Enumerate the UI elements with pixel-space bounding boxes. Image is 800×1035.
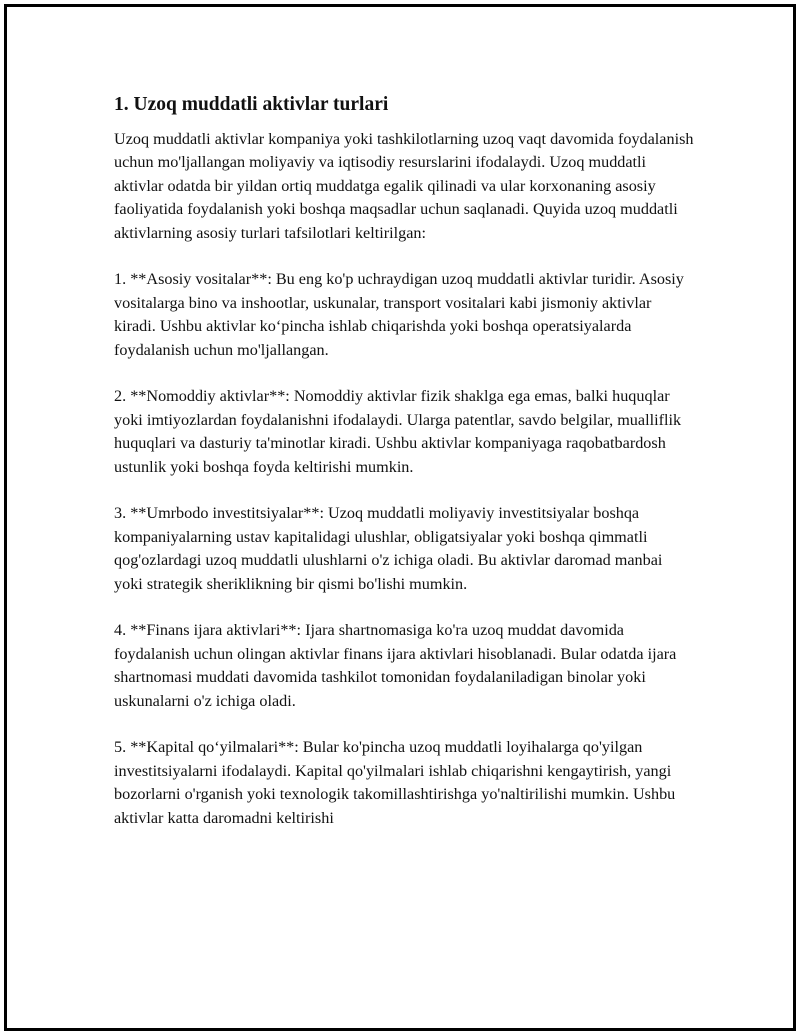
- list-item-kapital-qoyilmalari: 5. **Kapital qo‘yilmalari**: Bular ko'pincha uzoq muddatli loyihalarga qo'yilgan investitsiyalarni ifodalaydi. Kapital qo'yilmalari ishlab chiqarishni kengaytirish, yangi bozorlarni o'rganish yoki texnologik takomillashtirishga yo'naltirilishi mumkin. Ushbu aktivlar katta daromadni keltirishi: [114, 738, 676, 827]
- section-heading: 1. Uzoq muddatli aktivlar turlari: [114, 94, 389, 115]
- document-body: [114, 92, 694, 854]
- list-item-asosiy-vositalar: 1. **Asosiy vositalar**: Bu eng ko'p uchraydigan uzoq muddatli aktivlar turidir. Asosiy vositalarga bino va inshootlar, uskunalar, transport vositalari kabi jismoniy aktivlar kiradi. Ushbu aktivlar ko‘pincha ishlab chiqarishda yoki boshqa operatsiyalarda foydalanish uchun mo'ljallangan.: [114, 270, 684, 359]
- list-item-finans-ijara-aktivlari: 4. **Finans ijara aktivlari**: Ijara shartnomasiga ko'ra uzoq muddat davomida foydalanish uchun olingan aktivlar finans ijara aktivlari hisoblanadi. Bular odatda ijara shartnomasi muddati davomida tashkilot tomonidan foydalaniladigan binolar yoki uskunalarni o'z ichiga oladi.: [114, 621, 677, 710]
- list-item-umrbodo-investitsiyalar: 3. **Umrbodo investitsiyalar**: Uzoq muddatli moliyaviy investitsiyalar boshqa kompaniyalarning ustav kapitalidagi ulushlar, obligatsiyalar yoki boshqa qimmatli qog'ozlardagi uzoq muddatli ulushlarni o'z ichiga oladi. Bu aktivlar daromad manbai yoki strategik sheriklikning bir qismi bo'lishi mumkin.: [114, 504, 663, 593]
- list-item-nomoddiy-aktivlar: 2. **Nomoddiy aktivlar**: Nomoddiy aktivlar fizik shaklga ega emas, balki huquqlar yoki imtiyozlardan foydalanishni ifodalaydi. Ularga patentlar, savdo belgilar, mualliflik huquqlari va dasturiy ta'minotlar kiradi. Ushbu aktivlar kompaniyaga raqobatbardosh ustunlik yoki boshqa foyda keltirishi mumkin.: [114, 387, 682, 476]
- intro-paragraph: Uzoq muddatli aktivlar kompaniya yoki tashkilotlarning uzoq vaqt davomida foydalanish uchun mo'ljallangan moliyaviy va iqtisodiy resurslarini ifodalaydi. Uzoq muddatli aktivlar odatda bir yildan ortiq muddatga egalik qilinadi va ular korxonaning asosiy faoliyatida foydalanish yoki boshqa maqsadlar uchun saqlanadi. Quyida uzoq muddatli aktivlarning asosiy turlari tafsilotlari keltirilgan:: [114, 130, 694, 242]
